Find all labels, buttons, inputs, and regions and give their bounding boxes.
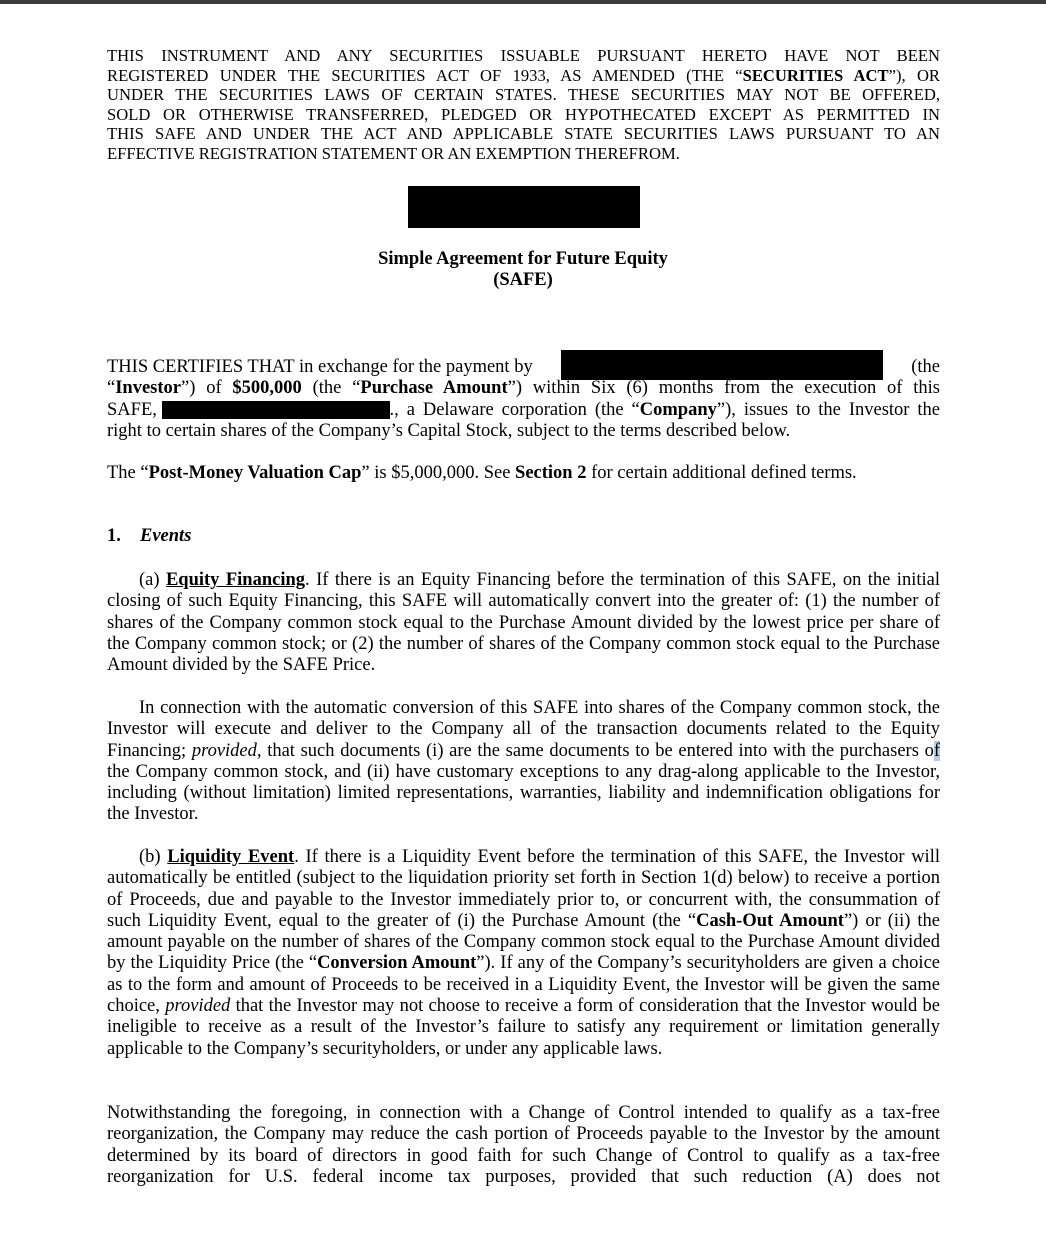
company-redaction bbox=[162, 401, 390, 419]
securities-legend bbox=[107, 46, 940, 164]
certifies-line-1: THIS CERTIFIES THAT in exchange for the payment by (the bbox=[107, 357, 940, 378]
post-money-valuation-cap-term: Post-Money Valuation Cap bbox=[148, 463, 362, 483]
top-border bbox=[0, 0, 1046, 4]
title-line-1: Simple Agreement for Future Equity bbox=[378, 249, 668, 269]
legend-line: THIS INSTRUMENT AND ANY SECURITIES ISSUABLE PURSUANT HERETO HAVE NOT BEEN bbox=[107, 46, 940, 65]
securities-act-term: SECURITIES ACT bbox=[742, 65, 889, 85]
investor-redaction bbox=[561, 350, 883, 380]
legend-line: UNDER THE SECURITIES LAWS OF CERTAIN STATES. THESE SECURITIES MAY NOT BE OFFERED, bbox=[107, 85, 940, 105]
legend-line: REGISTERED UNDER THE SECURITIES ACT OF 1933, AS AMENDED (THE “SECURITIES ACT”), OR bbox=[107, 65, 940, 85]
notwithstanding-paragraph: Notwithstanding the foregoing, in connection with a Change of Control intended to qualify as a tax-free reorganization, the Company may reduce the cash portion of Proceeds payable to the Investor by the amount determined by its board of directors in good faith for such Change of Control to qualify as a tax-free reorganization for U.S. federal income tax purposes, provided that such reduction (A) does not bbox=[107, 1103, 940, 1187]
certifies-line-4: right to certain shares of the Company’s Capital Stock, subject to the terms described below. bbox=[107, 420, 791, 441]
certifies-line-3: SAFE, ., a Delaware corporation (the “Company”), issues to the Investor the bbox=[107, 399, 940, 420]
section-2-reference: Section 2 bbox=[515, 463, 587, 483]
liquidity-event-term: Liquidity Event bbox=[167, 847, 295, 867]
document-title bbox=[0, 249, 1046, 291]
title-line-2: (SAFE) bbox=[493, 270, 553, 290]
text-cursor: f bbox=[933, 740, 940, 761]
conversion-documents-paragraph: In connection with the automatic conversion of this SAFE into shares of the Company common stock, the Investor will execute and deliver to the Company all of the transaction documents related to the Equity Financing; provided, that such documents (i) are the same documents to be entered into with the purchasers of the Company common stock, and (ii) have customary exceptions to any drag-along applicable to the Investor, including (without limitation) limited representations, warranties, liability and indemnification obligations for the Investor. bbox=[107, 698, 940, 825]
cash-out-amount-term: Cash-Out Amount bbox=[696, 910, 844, 931]
redaction-box bbox=[408, 186, 640, 228]
certifies-paragraph bbox=[107, 357, 940, 442]
conversion-amount-term: Conversion Amount bbox=[317, 953, 477, 974]
certifies-line-2: “Investor”) of $500,000 (the “Purchase Amount”) within Six (6) months from the execution of this bbox=[107, 378, 940, 399]
equity-financing-term: Equity Financing bbox=[165, 570, 306, 590]
legend-line: THIS SAFE AND UNDER THE ACT AND APPLICABLE STATE SECURITIES LAWS PURSUANT TO AN bbox=[107, 124, 940, 144]
valuation-cap-paragraph: The “Post-Money Valuation Cap” is $5,000,000. See Section 2 for certain additional defined terms. bbox=[107, 463, 857, 483]
section-heading-events: 1. Events bbox=[107, 526, 192, 546]
legend-line: SOLD OR OTHERWISE TRANSFERRED, PLEDGED OR HYPOTHECATED EXCEPT AS PERMITTED IN bbox=[107, 104, 940, 124]
liquidity-event-paragraph: (b) Liquidity Event. If there is a Liquidity Event before the termination of this SAFE, the Investor will automatically be entitled (subject to the liquidation priority set forth in Section 1(d) below) to receive a portion of Proceeds, due and payable to the Investor immediately prior to, or concurrent with, the consummation of such Liquidity Event, equal to the greater of (i) the Purchase Amount (the “Cash-Out Amount”) or (ii) the amount payable on the number of shares of the Company common stock equal to the Purchase Amount divided by the Liquidity Price (the “Conversion Amount”). If any of the Company’s securityholders are given a choice as to the form and amount of Proceeds to be received in a Liquidity Event, the Investor will be given the same choice, provided that the Investor may not choose to receive a form of consideration that the Investor would be ineligible to receive as a result of the Investor’s failure to satisfy any requirement or limitation generally applicable to the Company’s securityholders, or under any applicable laws. bbox=[107, 847, 940, 1059]
equity-financing-paragraph: (a) Equity Financing. If there is an Equity Financing before the termination of this SAFE, on the initial closing of such Equity Financing, this SAFE will automatically convert into the greater of: (1) the number of shares of the Company common stock equal to the Purchase Amount divided by the lowest price per share of the Company common stock; or (2) the number of shares of the Company common stock equal to the Purchase Amount divided by the SAFE Price. bbox=[107, 570, 940, 676]
legend-line: EFFECTIVE REGISTRATION STATEMENT OR AN EXEMPTION THEREFROM. bbox=[107, 143, 680, 163]
